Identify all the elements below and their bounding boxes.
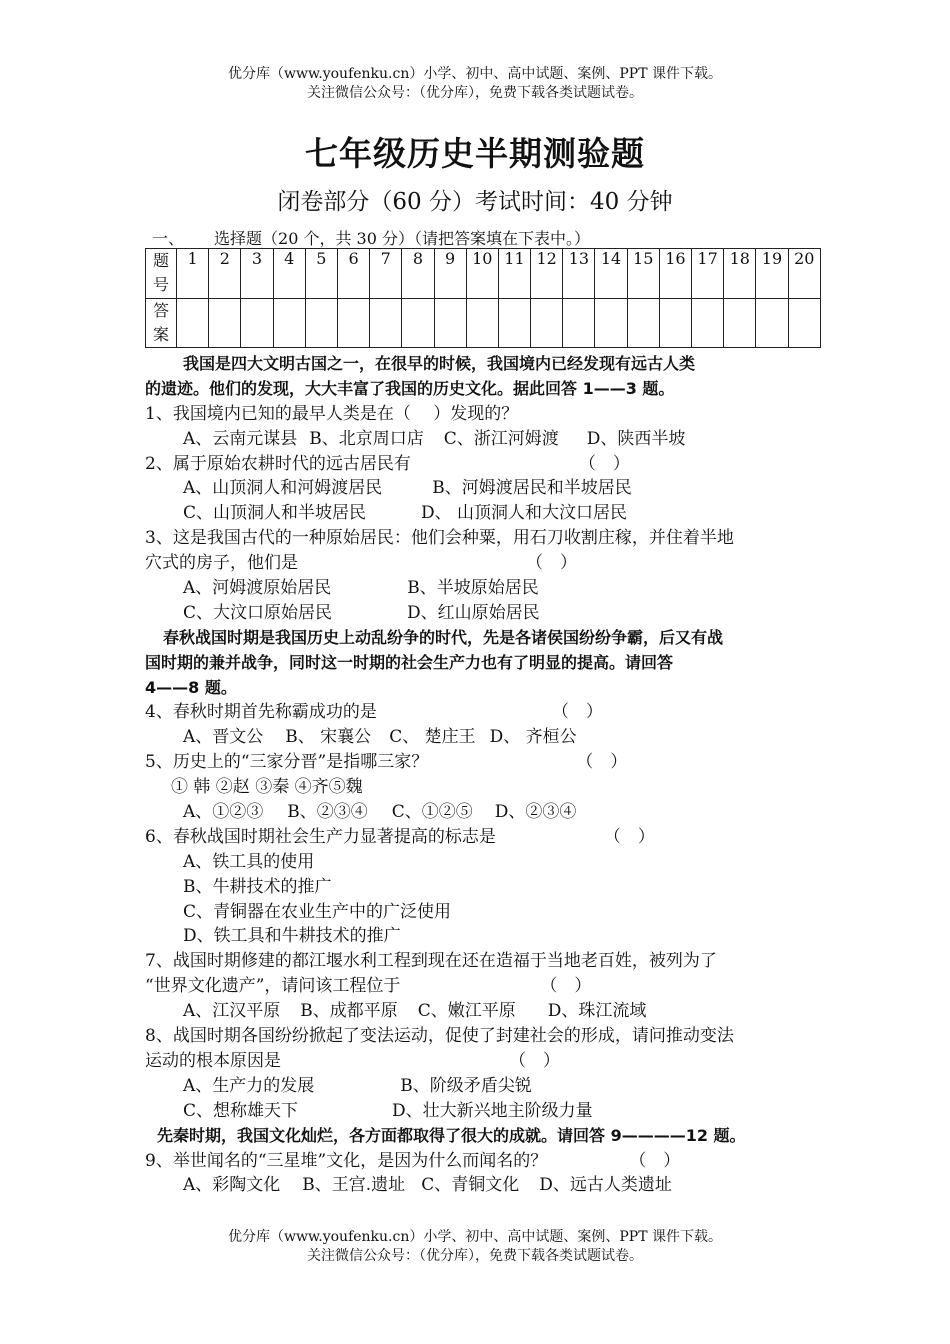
section-1-text: 选择题（20 个，共 30 分）（请把答案填在下表中。） <box>214 229 590 248</box>
question-number-cell: 12 <box>531 249 563 299</box>
footer-line-1: 优分库（www.youfenku.cn）小学、初中、高中试题、案例、PPT 课件下载。 <box>227 1229 722 1245</box>
q3-stem-line-2: 穴式的房子，他们是 （ ） <box>145 553 577 574</box>
question-number-cell: 11 <box>498 249 530 299</box>
question-number-cell: 17 <box>692 249 724 299</box>
page-subtitle: 闭卷部分（60 分）考试时间：40 分钟 <box>277 189 673 215</box>
q3-options-cd <box>145 601 835 626</box>
q6-option-b: B、牛耕技术的推广 <box>183 876 332 897</box>
q6-option-a: A、铁工具的使用 <box>183 851 315 872</box>
q3-paren: （ ） <box>526 553 577 574</box>
q6-stem: 6、春秋战国时期社会生产力显著提高的标志是 （ ） <box>145 826 655 847</box>
intro-1-line-1: 我国是四大文明古国之一，在很早的时候，我国境内已经发现有远古人类 <box>183 354 696 373</box>
question-number-cell: 18 <box>724 249 756 299</box>
q4-option-a: A、晋文公 <box>183 727 264 748</box>
question-number-cell: 20 <box>788 249 820 299</box>
answer-cell[interactable] <box>724 298 756 348</box>
q5-paren: （ ） <box>576 752 628 773</box>
q5-option-d: D、②③④ <box>494 802 577 823</box>
q2-option-b: B、河姆渡居民和半坡居民 <box>432 478 632 499</box>
q5-option-a: A、①②③ <box>183 802 264 823</box>
question-number-cell: 6 <box>337 249 369 299</box>
q8-stem-line-2: 运动的根本原因是 （ ） <box>145 1050 560 1071</box>
question-number-cell: 1 <box>177 249 209 299</box>
q3-options-ab <box>145 576 835 601</box>
question-number-cell: 5 <box>305 249 337 299</box>
page-footer <box>0 1228 950 1266</box>
q9-stem: 9、举世闻名的“三星堆”文化，是因为什么而闻名的？ （ ） <box>145 1150 681 1171</box>
q8-option-a: A、生产力的发展 <box>183 1075 315 1096</box>
q7-stem-line-2: “世界文化遗产”，请问该工程位于 （ ） <box>145 976 592 997</box>
q4-option-d: D、 齐桓公 <box>489 727 577 748</box>
question-number-cell: 8 <box>402 249 434 299</box>
answer-cell[interactable] <box>627 298 659 348</box>
q5-option-b: B、②③④ <box>287 802 368 823</box>
q7-stem-line-1: 7、战国时期修建的都江堰水利工程到现在还在造福于当地老百姓，被列为了 <box>145 951 717 972</box>
q3-option-c: C、大汶口原始居民 <box>183 602 333 623</box>
intro-2-line-3: 4——8 题。 <box>145 677 237 697</box>
q2-options-ab <box>145 476 835 501</box>
answer-cell[interactable] <box>337 298 369 348</box>
q3-option-a: A、河姆渡原始居民 <box>183 578 332 599</box>
q7-paren: （ ） <box>540 976 592 997</box>
q1-options <box>145 427 835 452</box>
q2-option-a: A、山顶洞人和河姆渡居民 <box>183 478 383 499</box>
answer-cell[interactable] <box>241 298 273 348</box>
answer-cell[interactable] <box>531 298 563 348</box>
q5-option-c: C、①②⑤ <box>391 802 473 823</box>
q3-option-d: D、红山原始居民 <box>407 602 540 623</box>
q2-option-d: D、 山顶洞人和大汶口居民 <box>421 503 628 524</box>
q2-stem: 2、属于原始农耕时代的远古居民有 （ ） <box>145 453 630 474</box>
question-number-cell: 2 <box>209 249 241 299</box>
q9-options <box>145 1173 835 1198</box>
question-number-cell: 16 <box>659 249 691 299</box>
q3-option-b: B、半坡原始居民 <box>407 578 539 599</box>
answer-cell[interactable] <box>595 298 627 348</box>
header-line-2: 关注微信公众号：（优分库），免费下载各类试题试卷。 <box>307 85 643 101</box>
q1-stem: 1、我国境内已知的最早人类是在（ ）发现的？ <box>145 403 519 424</box>
answer-table <box>145 248 821 348</box>
answer-cell[interactable] <box>692 298 724 348</box>
q9-option-d: D、远古人类遗址 <box>539 1175 672 1196</box>
q9-option-b: B、王宫.遗址 <box>302 1175 406 1196</box>
intro-3: 先秦时期，我国文化灿烂，各方面都取得了很大的成就。请回答 9————12 题。 <box>157 1125 746 1145</box>
q4-options <box>145 725 835 750</box>
q3-stem-line-1: 3、这是我国古代的一种原始居民：他们会种粟，用石刀收割庄稼，并住着半地 <box>145 528 734 549</box>
header-line-1: 优分库（www.youfenku.cn）小学、初中、高中试题、案例、PPT 课件下载。 <box>227 66 722 82</box>
q7-option-d: D、珠江流域 <box>547 1001 647 1022</box>
question-number-cell: 13 <box>563 249 595 299</box>
q1-option-c: C、浙江河姆渡 <box>443 428 559 449</box>
q8-stem-line-1: 8、战国时期各国纷纷掀起了变法运动，促使了封建社会的形成，请问推动变法 <box>145 1026 734 1047</box>
answer-cell[interactable] <box>402 298 434 348</box>
question-number-cell: 4 <box>273 249 305 299</box>
answer-cell[interactable] <box>370 298 402 348</box>
q5-options <box>145 800 835 825</box>
answer-table-answer-row <box>146 298 821 348</box>
row-label-answer: 答 案 <box>146 298 177 348</box>
q9-option-c: C、青铜文化 <box>421 1175 520 1196</box>
q6-paren: （ ） <box>603 826 655 847</box>
question-number-cell: 3 <box>241 249 273 299</box>
question-number-cell: 19 <box>756 249 788 299</box>
answer-cell[interactable] <box>788 298 820 348</box>
section-1-heading <box>152 226 590 249</box>
answer-cell[interactable] <box>498 298 530 348</box>
section-1-number: 一、 <box>152 229 185 248</box>
intro-1-line-2: 的遗迹。他们的发现，大大丰富了我国的历史文化。据此回答 1——3 题。 <box>145 378 675 398</box>
question-number-cell: 7 <box>370 249 402 299</box>
question-number-cell: 9 <box>434 249 466 299</box>
q4-option-c: C、 楚庄王 <box>389 727 476 748</box>
intro-2-line-2: 国时期的兼并战争，同时这一时期的社会生产力也有了明显的提高。请回答 <box>145 652 674 672</box>
intro-2-line-1: 春秋战国时期是我国历史上动乱纷争的时代，先是各诸侯国纷纷争霸，后又有战 <box>163 627 724 647</box>
q4-paren: （ ） <box>551 702 603 723</box>
q8-option-c: C、想称雄天下 <box>183 1100 299 1121</box>
answer-cell[interactable] <box>177 298 209 348</box>
q4-stem: 4、春秋时期首先称霸成功的是 （ ） <box>145 702 603 723</box>
answer-cell[interactable] <box>659 298 691 348</box>
answer-cell[interactable] <box>273 298 305 348</box>
page-header <box>0 65 950 103</box>
answer-cell[interactable] <box>563 298 595 348</box>
q5-stem: 5、历史上的“三家分晋”是指哪三家？ （ ） <box>145 752 628 773</box>
page-title: 七年级历史半期测验题 <box>305 134 645 173</box>
q6-option-d: D、铁工具和牛耕技术的推广 <box>183 926 401 947</box>
footer-line-2: 关注微信公众号：（优分库），免费下载各类试题试卷。 <box>307 1248 643 1264</box>
q2-option-c: C、山顶洞人和半坡居民 <box>183 503 367 524</box>
q1-option-a: A、云南元谋县 <box>183 428 298 449</box>
q8-options-ab <box>145 1074 835 1099</box>
question-number-cell: 15 <box>627 249 659 299</box>
answer-table-number-row <box>146 249 821 299</box>
q1-option-d: D、陕西半坡 <box>586 428 686 449</box>
answer-cell[interactable] <box>305 298 337 348</box>
q2-options-cd <box>145 501 835 526</box>
question-body <box>145 352 835 1198</box>
row-label-number: 题 号 <box>146 249 177 299</box>
q5-items: ① 韩 ②赵 ③秦 ④齐⑤魏 <box>171 777 363 798</box>
answer-cell[interactable] <box>434 298 466 348</box>
q7-options <box>145 999 835 1024</box>
answer-cell[interactable] <box>466 298 498 348</box>
answer-cell[interactable] <box>756 298 788 348</box>
q8-options-cd <box>145 1099 835 1124</box>
q8-paren: （ ） <box>509 1050 560 1071</box>
question-number-cell: 10 <box>466 249 498 299</box>
q4-option-b: B、 宋襄公 <box>285 727 372 748</box>
q7-option-c: C、嫩江平原 <box>417 1001 516 1022</box>
q8-option-b: B、阶级矛盾尖锐 <box>400 1075 532 1096</box>
q2-paren: （ ） <box>578 453 630 474</box>
q1-option-b: B、北京周口店 <box>309 428 424 449</box>
q9-option-a: A、彩陶文化 <box>183 1175 281 1196</box>
q7-option-b: B、成都平原 <box>300 1001 398 1022</box>
q7-option-a: A、江汉平原 <box>183 1001 281 1022</box>
question-number-cell: 14 <box>595 249 627 299</box>
q6-option-c: C、青铜器在农业生产中的广泛使用 <box>183 901 452 922</box>
q9-paren: （ ） <box>629 1150 681 1171</box>
q8-option-d: D、壮大新兴地主阶级力量 <box>392 1100 593 1121</box>
answer-cell[interactable] <box>209 298 241 348</box>
